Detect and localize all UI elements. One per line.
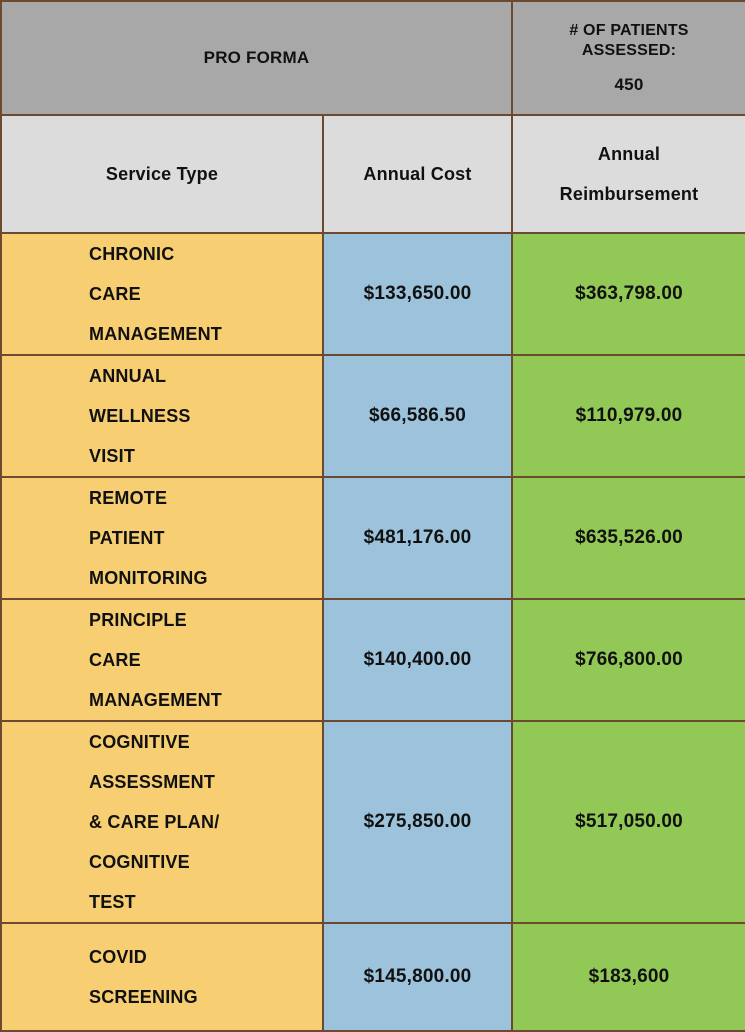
patients-assessed-cell <box>512 1 745 115</box>
table-row <box>1 721 745 923</box>
service-type-line: COGNITIVE <box>89 852 190 872</box>
annual-reimbursement-cell: $635,526.00 <box>512 477 745 599</box>
annual-cost-cell: $275,850.00 <box>323 721 512 923</box>
annual-reimbursement-cell: $517,050.00 <box>512 721 745 923</box>
table-row <box>1 355 745 477</box>
column-header-row <box>1 115 745 233</box>
table-title: PRO FORMA <box>1 1 512 115</box>
table-row <box>1 477 745 599</box>
annual-cost-cell: $481,176.00 <box>323 477 512 599</box>
annual-cost-cell: $145,800.00 <box>323 923 512 1031</box>
patients-assessed-label-line1: # OF PATIENTS <box>569 22 689 39</box>
service-type-line: VISIT <box>89 446 136 466</box>
service-type-line: COVID <box>89 947 148 967</box>
service-type-line: REMOTE <box>89 488 168 508</box>
service-type-line: ANNUAL <box>89 366 167 386</box>
service-type-line: COGNITIVE <box>89 732 190 752</box>
service-type-cell <box>1 233 323 355</box>
service-type-cell <box>1 477 323 599</box>
service-type-line: MANAGEMENT <box>89 324 222 344</box>
column-header-annual-reimbursement-line1: Annual <box>597 144 661 164</box>
patients-assessed-count: 450 <box>614 75 644 94</box>
service-type-line: ASSESSMENT <box>89 772 216 792</box>
annual-reimbursement-cell: $183,600 <box>512 923 745 1031</box>
title-row <box>1 1 745 115</box>
service-type-line: SCREENING <box>89 987 198 1007</box>
service-type-line: & CARE PLAN/ <box>89 812 220 832</box>
annual-cost-cell: $140,400.00 <box>323 599 512 721</box>
annual-reimbursement-cell: $363,798.00 <box>512 233 745 355</box>
service-type-line: PRINCIPLE <box>89 610 187 630</box>
annual-cost-cell: $66,586.50 <box>323 355 512 477</box>
column-header-annual-reimbursement <box>512 115 745 233</box>
annual-reimbursement-cell: $110,979.00 <box>512 355 745 477</box>
service-type-line: MONITORING <box>89 568 208 588</box>
service-type-cell <box>1 923 323 1031</box>
service-type-line: PATIENT <box>89 528 165 548</box>
table-row <box>1 599 745 721</box>
service-type-line: CARE <box>89 650 141 670</box>
service-type-cell <box>1 599 323 721</box>
patients-assessed-label-line2: ASSESSED: <box>581 42 677 59</box>
annual-reimbursement-cell: $766,800.00 <box>512 599 745 721</box>
service-type-cell <box>1 355 323 477</box>
service-type-cell <box>1 721 323 923</box>
column-header-service-type: Service Type <box>1 115 323 233</box>
table-row <box>1 233 745 355</box>
column-header-annual-cost: Annual Cost <box>323 115 512 233</box>
service-type-line: MANAGEMENT <box>89 690 222 710</box>
service-type-line: CARE <box>89 284 141 304</box>
service-type-line: TEST <box>89 892 136 912</box>
service-type-line: CHRONIC <box>89 244 175 264</box>
annual-cost-cell: $133,650.00 <box>323 233 512 355</box>
table-row <box>1 923 745 1031</box>
service-type-line: WELLNESS <box>89 406 191 426</box>
column-header-annual-reimbursement-line2: Reimbursement <box>559 184 699 204</box>
